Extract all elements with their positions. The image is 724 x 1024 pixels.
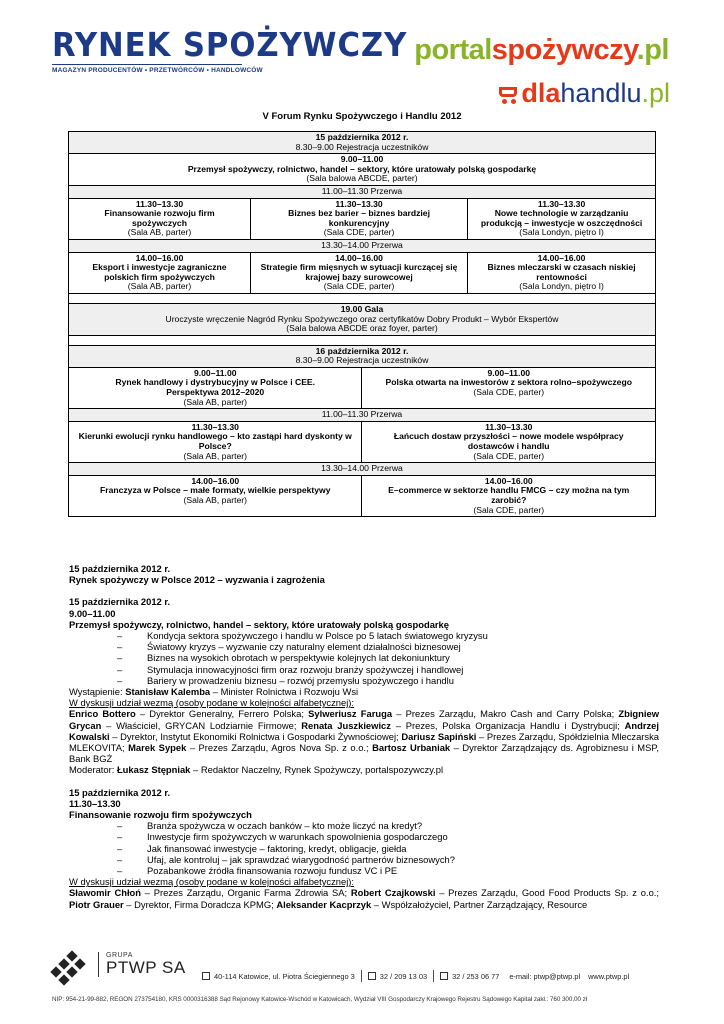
block1-title: Rynek spożywczy w Polsce 2012 – wyzwania i zagrożenia [69, 574, 325, 586]
topic-item: – Inwestycje firm spożywczych w warunkach spowolnienia gospodarczego [69, 831, 659, 842]
spacer-cell [69, 293, 656, 303]
rynek-logo-text: RYNEK SPOŻYWCZY [52, 25, 408, 64]
gala-row [69, 303, 656, 335]
fax-icon [440, 972, 448, 980]
spacer-cell [69, 335, 656, 345]
panelist-name: Sławomir Chłoń [69, 887, 142, 899]
moderator-role: – Redaktor Naczelny, Rynek Spożywczy, portalspozywczy.pl [190, 764, 444, 776]
dla-logo-a: dla [521, 78, 561, 108]
session-time: 11.30–13.30 [191, 421, 239, 432]
day1-header-row [69, 132, 656, 154]
topic-item: – Stymulacja innowacyjności firm oraz rozwoju branży spożywczej i handlowej [69, 664, 659, 675]
day1-session1-row [69, 198, 656, 239]
document-title: V Forum Rynku Spożywczego i Handlu 2012 [262, 111, 462, 122]
session-room: (Sala CDE, parter) [323, 281, 395, 292]
panelist-role: – Prezes Zarządu, Makro Cash and Carry Polska; [392, 708, 619, 720]
day1-plenary-cell [69, 154, 656, 186]
panel-list [69, 887, 659, 909]
topic-item: – Światowy kryzys – wyzwanie czy naturalny element działalności biznesowej [69, 641, 659, 652]
block2-time: 9.00–11.00 [69, 607, 116, 619]
rynek-logo-tagline: MAGAZYN PRODUCENTÓW • PRZETWÓRCÓW • HANDLOWCÓW [52, 64, 242, 74]
session-room: (Sala CDE, parter) [323, 227, 395, 238]
session-title: E–commerce w sektorze handlu FMCG – czy można na tym zarobić? [388, 485, 630, 505]
panelist-role: – Prezes Zarządu, Spółdzielnia Mleczarska MLEKOVITA; [69, 730, 659, 754]
session-cell [250, 252, 467, 293]
topic-item: – Branża spożywcza w oczach banków – kto może liczyć na kredyt? [69, 820, 659, 831]
speech-line [69, 686, 659, 697]
session-cell [362, 421, 656, 462]
panelist-name: Zbigniew Grycan [69, 708, 659, 731]
session-room: (Sala CDE, parter) [473, 504, 545, 515]
day1-session2-row [69, 252, 656, 293]
day1-date: 15 października 2012 r. [315, 132, 409, 142]
session-time: 11.30–13.30 [537, 198, 586, 209]
block3-topics [69, 820, 659, 876]
portalspozywczy-logo [414, 34, 669, 67]
dla-logo-b: handlu [560, 78, 642, 108]
legal-info: NIP: 954-21-99-882, REGON 273754180, KRS 0000316388 Sąd Rejonowy Katowice-Wschód w Katowicach, Wydział VIII Gospodarczy Krajowego Rejestru Sądowego Kapitał zakł.: 760 300,00 zł [52, 996, 588, 1003]
session-title: Polska otwarta na inwestorów z sektora rolno–spożywczego [385, 377, 632, 388]
day1-break2-row [69, 239, 656, 252]
session-room: (Sala AB, parter) [183, 450, 247, 461]
panel-intro: W dyskusji udział wezmą (osoby podane w kolejności alfabetycznej): [69, 697, 355, 709]
panelist-name: Dariusz Sapiński [401, 730, 477, 742]
program-details [69, 563, 659, 910]
day1-break1: 11.00–11.30 Przerwa [69, 185, 656, 198]
panelist-role: – Dyrektor Generalny, Ferrero Polska; [135, 708, 309, 720]
day1-plenary-row [69, 154, 656, 186]
session-title: Franczyza w Polsce – małe formaty, wielkie perspektywy [99, 485, 331, 496]
session-title: Finansowanie rozwoju firm spożywczych [104, 208, 215, 228]
portal-logo-c: .pl [636, 34, 669, 66]
session-title: Strategie firm mięsnych w sytuacji kurczącej się krajowej bazy surowcowej [260, 262, 458, 282]
speech-role: – Minister Rolnictwa i Rozwoju Wsi [210, 686, 359, 698]
day1-header-cell [69, 132, 656, 154]
panel-intro: W dyskusji udział wezmą (osoby podane w kolejności alfabetycznej): [69, 876, 355, 888]
session-time: 11.30–13.30 [335, 198, 383, 209]
ptwp-logo-text [98, 952, 186, 977]
phone: 32 / 209 13 03 [379, 971, 428, 981]
day2-registration: 8.30–9.00 Rejestracja uczestników [295, 355, 429, 366]
session-title: Nowe technologie w zarządzaniu produkcją – inwestycje w oszczędności [480, 208, 643, 228]
topic-item: – Jak finansować inwestycje – faktoring, kredyt, obligacje, giełda [69, 843, 659, 854]
panel-list [69, 708, 659, 764]
portal-logo-b: spożywczy [491, 34, 637, 66]
session-cell [362, 475, 656, 516]
gala-cell [69, 303, 656, 335]
day2-break2-row [69, 463, 656, 476]
session-title: Eksport i inwestycje zagraniczne polskich firm spożywczych [92, 262, 227, 282]
schedule-table [68, 131, 656, 517]
moderator-line [69, 764, 659, 775]
session-time: 11.30–13.30 [485, 421, 533, 432]
day2-date: 16 października 2012 r. [315, 345, 409, 356]
panelist-role: – Współzałożyciel, Partner Zarządzający, Resource [371, 898, 588, 910]
panelist-name: Andrzej Kowalski [69, 719, 659, 742]
topic-item: – Pozabankowe źródła finansowania rozwoju fundusz VC i PE [69, 865, 659, 876]
panelist-role: – Prezes, Polska Organizacja Handlu i Dystrybucji; [390, 719, 625, 731]
day1-break2: 13.30–14.00 Przerwa [69, 239, 656, 252]
session-time: 9.00–11.00 [193, 367, 237, 378]
session-title: Łańcuch dostaw przyszłości – nowe modele współpracy dostawców i handlu [393, 431, 624, 452]
topic-item: – Ufaj, ale kontroluj – jak sprawdzać wiarygodność partnerów biznesowych? [69, 854, 659, 865]
topic-item: – Kondycja sektora spożywczego i handlu w Polsce po 5 latach światowego kryzysu [69, 630, 659, 641]
moderator-label: Moderator: [69, 764, 117, 776]
day2-header-row [69, 345, 656, 367]
gala-desc: Uroczyste wręczenie Nagród Rynku Spożywczego oraz certyfikatów Dobry Produkt – Wybór Ekspertów [165, 313, 559, 324]
session-time: 14.00–16.00 [537, 252, 586, 263]
session-cell [69, 475, 362, 516]
session-room: (Sala Londyn, piętro I) [519, 281, 604, 292]
day1-registration: 8.30–9.00 Rejestracja uczestników [295, 141, 429, 152]
gala-room: (Sala balowa ABCDE oraz foyer, parter) [286, 323, 438, 334]
panelist-name: Marek Sypek [128, 742, 187, 754]
block3-time: 11.30–13.30 [69, 797, 121, 809]
session-cell [362, 367, 656, 408]
day2-session1-row [69, 367, 656, 408]
session-cell [468, 198, 656, 239]
spacer-row [69, 335, 656, 345]
session-time: 11.30–13.30 [135, 198, 184, 209]
day2-break1: 11.00–11.30 Przerwa [69, 409, 656, 422]
session-time: 14.00–16.00 [191, 475, 240, 486]
email: e-mail: ptwp@ptwp.pl [509, 971, 581, 981]
dlahandlu-logo [497, 78, 670, 109]
day2-session2-row [69, 421, 656, 462]
contact-line [202, 970, 629, 982]
session-room: (Sala AB, parter) [127, 281, 192, 292]
session-time: 14.00–16.00 [135, 252, 184, 263]
panelist-name: Renata Juszkiewicz [301, 719, 391, 731]
moderator-name: Łukasz Stępniak [116, 764, 191, 776]
plenary-room: (Sala balowa ABCDE, parter) [306, 173, 418, 184]
session-cell [250, 198, 467, 239]
day1-break1-row [69, 185, 656, 198]
session-cell [468, 252, 656, 293]
session-cell [69, 367, 362, 408]
session-time: 9.00–11.00 [487, 367, 531, 378]
session-title: Rynek handlowy i dystrybucyjny w Polsce i CEE. Perspektywa 2012–2020 [115, 377, 316, 398]
day2-break2: 13.30–14.00 Przerwa [69, 463, 656, 476]
block2-title: Przemysł spożywczy, rolnictwo, handel – sektory, które uratowały polską gospodarkę [69, 618, 449, 630]
plenary-time: 9.00–11.00 [340, 154, 384, 165]
panelist-name: Enrico Bottero [69, 708, 136, 720]
block2-date: 15 października 2012 r. [69, 596, 171, 608]
block2-topics [69, 630, 659, 686]
spacer-row [69, 293, 656, 303]
session-room: (Sala Londyn, piętro I) [519, 227, 604, 238]
day2-break1-row [69, 409, 656, 422]
panelist-name: Aleksander Kacprzyk [276, 898, 372, 910]
day2-session3-row [69, 475, 656, 516]
fax: 32 / 253 06 77 [452, 971, 500, 981]
session-room: (Sala CDE, parter) [473, 387, 545, 398]
website: www.ptwp.pl [588, 971, 630, 981]
plenary-title: Przemysł spożywczy, rolnictwo, handel – sektory, które uratowały polską gospodarkę [187, 163, 537, 174]
group-label: GRUPA [106, 952, 133, 959]
rynek-spozywczy-logo [52, 25, 434, 74]
ptwp-diamond-logo-icon [52, 952, 92, 988]
topic-item: – Biznes na wysokich obrotach w perspektywie kolejnych lat dekoniunktury [69, 652, 659, 663]
block3-title: Finansowanie rozwoju firm spożywczych [69, 809, 252, 821]
phone-icon [368, 972, 376, 980]
panelist-role: – Dyrektor Zarządzający ds. Agrobiznesu i MSP, Bank BGŻ [69, 742, 659, 765]
panelist-role: – Dyrektor, Instytut Ekonomiki Rolnictwa i Gospodarki Żywnościowej; [109, 730, 402, 742]
panelist-name: Robert Czajkowski [350, 887, 436, 899]
session-room: (Sala AB, parter) [183, 396, 247, 407]
block3-date: 15 października 2012 r. [69, 786, 171, 798]
address: 40-114 Katowice, ul. Piotra Ściegiennego 3 [214, 971, 355, 981]
session-cell [69, 252, 251, 293]
panelist-role: – Prezes Zarządu, Agros Nova Sp. z o.o.; [186, 742, 373, 754]
block1-date: 15 października 2012 r. [69, 563, 171, 574]
panelist-role: – Prezes Zarządu, Organic Farma Zdrowia SA; [141, 887, 351, 899]
session-time: 14.00–16.00 [335, 252, 383, 263]
session-room: (Sala CDE, parter) [473, 450, 545, 461]
topic-item: – Bariery w prowadzeniu biznesu – rozwój przemysłu spożywczego i handlu [69, 675, 659, 686]
gala-time: 19.00 Gala [340, 303, 384, 314]
panelist-name: Sylweriusz Faruga [308, 708, 393, 720]
speech-label: Wystąpienie: [69, 686, 126, 698]
dla-logo-c: .pl [641, 78, 670, 108]
panelist-role: – Właściciel, GRYCAN Lodziarnie Firmowe; [101, 719, 302, 731]
session-cell [69, 421, 362, 462]
session-cell [69, 198, 251, 239]
session-title: Kierunki ewolucji rynku handlowego – kto zastąpi hard dyskonty w Polsce? [78, 431, 352, 452]
panelist-role: – Prezes Zarządu, Good Food Products Sp. z o.o.; [435, 887, 660, 899]
day2-header-cell [69, 345, 656, 367]
company-name: PTWP SA [106, 958, 186, 977]
session-title: Biznes bez barier – biznes bardziej konkurencyjny [288, 208, 430, 228]
panelist-role: – Dyrektor, Firma Doradcza KPMG; [123, 898, 277, 910]
session-room: (Sala AB, parter) [127, 227, 192, 238]
panelist-name: Piotr Grauer [69, 898, 124, 910]
session-room: (Sala AB, parter) [183, 495, 247, 505]
page-footer [52, 950, 672, 990]
portal-logo-a: portal [414, 34, 492, 66]
session-title: Biznes mleczarski w czasach niskiej rentowności [487, 262, 636, 282]
panelist-name: Bartosz Urbaniak [372, 742, 451, 754]
shopping-cart-icon [497, 84, 519, 104]
session-time: 14.00–16.00 [484, 475, 533, 486]
building-icon [202, 972, 210, 980]
speech-name: Stanisław Kalemba [125, 686, 211, 698]
